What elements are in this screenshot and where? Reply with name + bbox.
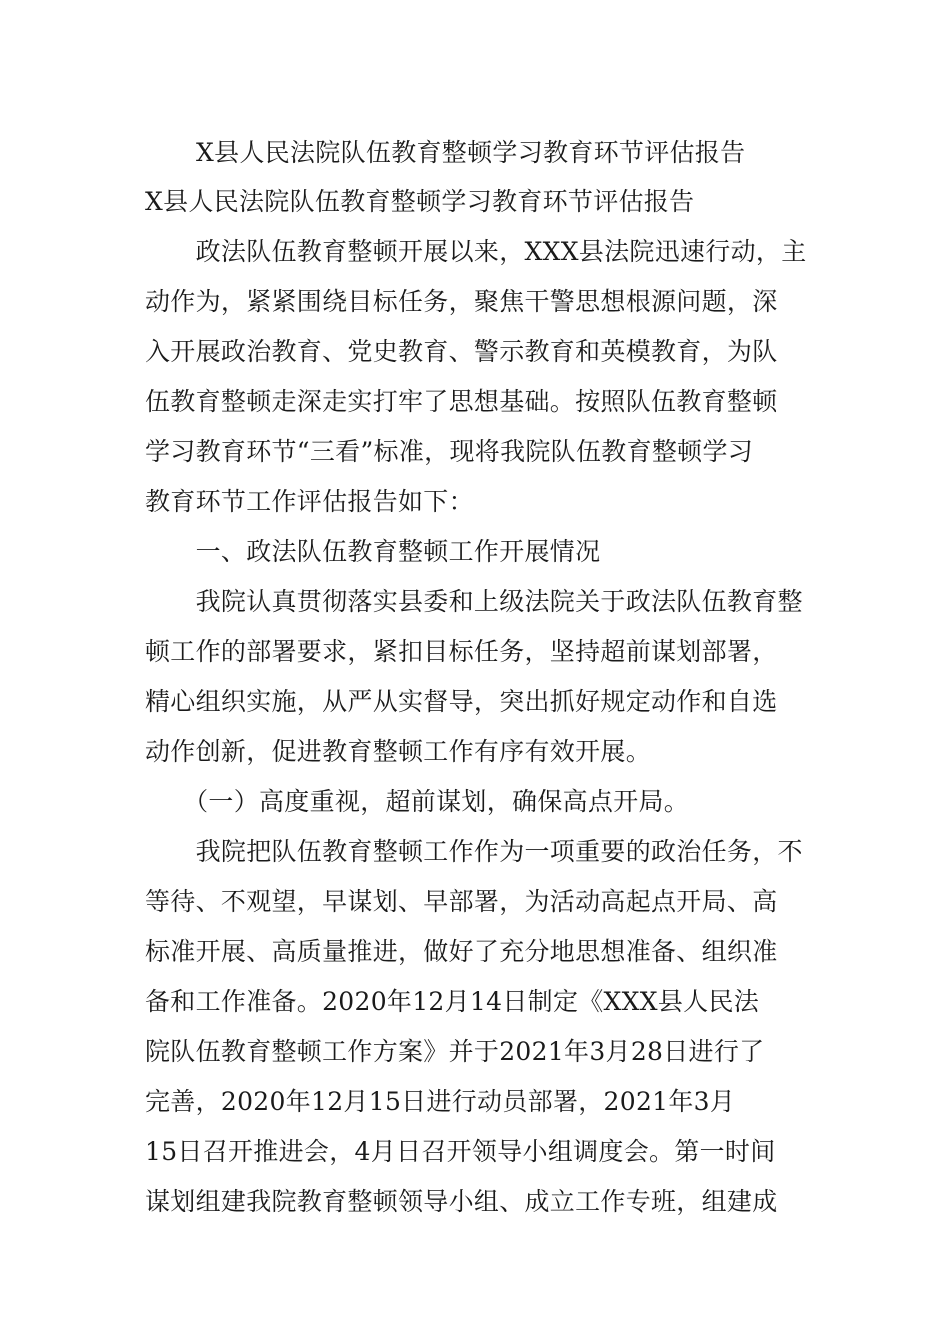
document-line: 动作为，紧紧围绕目标任务，聚焦干警思想根源问题，深 bbox=[145, 287, 778, 316]
document-line: 备和工作准备。2020年12月14日制定《XXX县人民法 bbox=[145, 987, 760, 1016]
document-line: 等待、不观望，早谋划、早部署，为活动高起点开局、高 bbox=[145, 887, 778, 916]
document-line: 院队伍教育整顿工作方案》并于2021年3月28日进行了 bbox=[145, 1037, 765, 1066]
document-line: 精心组织实施，从严从实督导，突出抓好规定动作和自选 bbox=[145, 687, 778, 716]
document-line: 教育环节工作评估报告如下： bbox=[145, 487, 474, 516]
document-line: X县人民法院队伍教育整顿学习教育环节评估报告 bbox=[145, 187, 695, 216]
document-line: 15日召开推进会，4月日召开领导小组调度会。第一时间 bbox=[145, 1137, 776, 1166]
document-line: 我院认真贯彻落实县委和上级法院关于政法队伍教育整 bbox=[145, 587, 803, 616]
document-line: 标准开展、高质量推进，做好了充分地思想准备、组织准 bbox=[145, 937, 778, 966]
document-title: X县人民法院队伍教育整顿学习教育环节评估报告 bbox=[196, 138, 746, 167]
document-line: 完善，2020年12月15日进行动员部署，2021年3月 bbox=[145, 1087, 736, 1116]
document-line: 我院把队伍教育整顿工作作为一项重要的政治任务，不 bbox=[145, 837, 803, 866]
document-line: 政法队伍教育整顿开展以来，XXX县法院迅速行动，主 bbox=[145, 237, 807, 266]
section-heading: 一、政法队伍教育整顿工作开展情况 bbox=[145, 537, 601, 566]
document-line: 顿工作的部署要求，紧扣目标任务，坚持超前谋划部署， bbox=[145, 637, 778, 666]
document-line: 动作创新，促进教育整顿工作有序有效开展。 bbox=[145, 737, 652, 766]
document-line: 谋划组建我院教育整顿领导小组、成立工作专班，组建成 bbox=[145, 1187, 778, 1216]
subsection-heading: （一）高度重视，超前谋划，确保高点开局。 bbox=[145, 787, 690, 816]
document-line: 入开展政治教育、党史教育、警示教育和英模教育，为队 bbox=[145, 337, 778, 366]
document-line: 学习教育环节“三看”标准，现将我院队伍教育整顿学习 bbox=[145, 437, 754, 466]
document-line: 伍教育整顿走深走实打牢了思想基础。按照队伍教育整顿 bbox=[145, 387, 778, 416]
